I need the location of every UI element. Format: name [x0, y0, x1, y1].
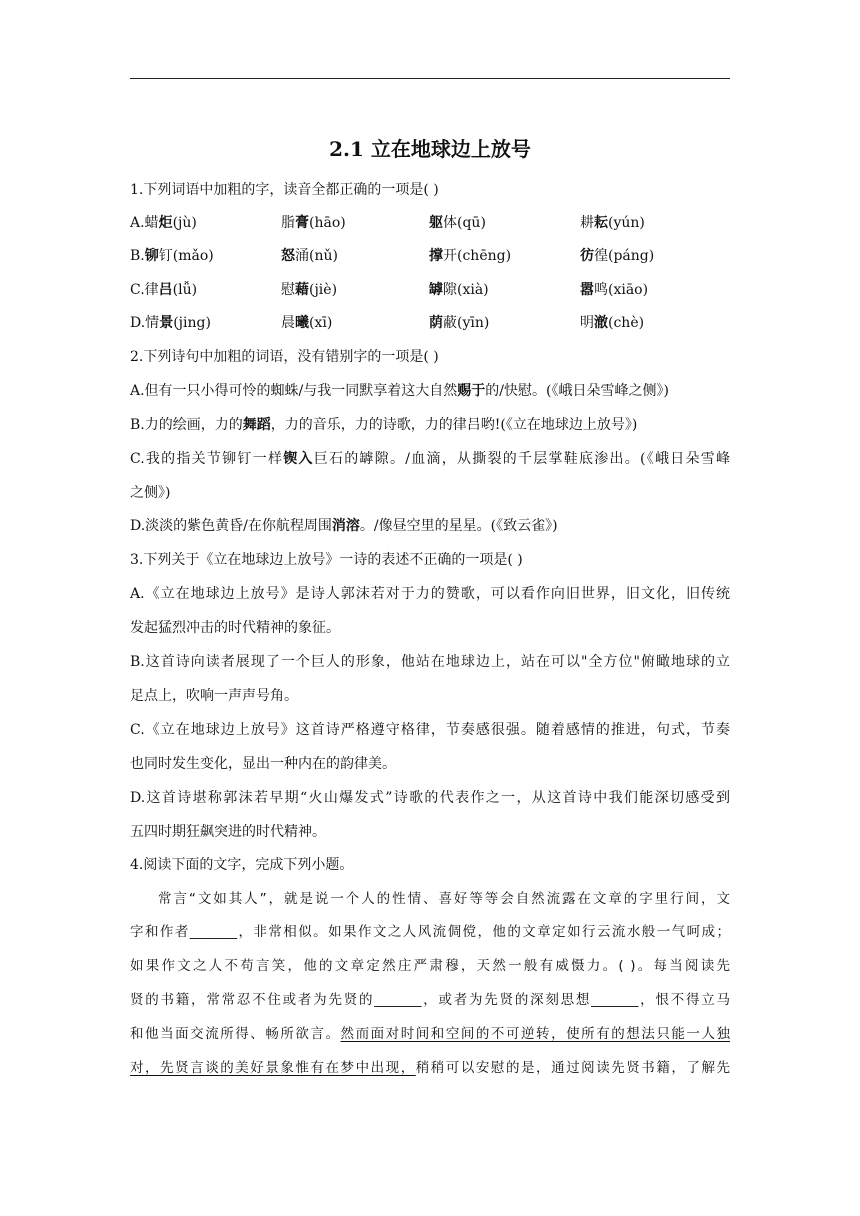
q3-option-a-line1: A.《立在地球边上放号》是诗人郭沫若对于力的赞歌，可以看作向旧世界，旧文化，旧传统	[130, 586, 730, 602]
q1-stem: 1.下列词语中加粗的字，读音全都正确的一项是( )	[130, 182, 439, 198]
q2-option-d: D.淡淡的紫色黄昏/在你航程周围消溶。/像昼空里的星星。(《致云雀》)	[130, 518, 558, 534]
header-rule	[130, 78, 730, 79]
q4-stem: 4.阅读下面的文字，完成下列小题。	[130, 857, 354, 873]
passage-line: 如果作文之人不苟言笑，他的文章定然庄严肃穆，天然一般有威慑力。( )。每当阅读先	[130, 958, 730, 974]
passage-line: 和他当面交流所得、畅所欲言。然而面对时间和空间的不可逆转，使所有的想法只能一人独	[130, 1026, 731, 1042]
q3-option-a-line2: 发起猛烈冲击的时代精神的象征。	[130, 620, 340, 636]
q2-stem: 2.下列诗句中加粗的词语，没有错别字的一项是( )	[130, 349, 439, 365]
q2-option-b: B.力的绘画，力的舞蹈，力的音乐，力的诗歌，力的律吕哟!(《立在地球边上放号》)	[130, 417, 638, 433]
q2-option-a: A.但有一只小得可怜的蜘蛛/与我一同默享着这大自然赐于的/快慰。(《峨日朵雪峰之侧》)	[130, 383, 669, 399]
q2-option-c-line2: 之侧》)	[130, 485, 171, 501]
passage-line: 对，先贤言谈的美好景象惟有在梦中出现，稍稍可以安慰的是，通过阅读先贤书籍，了解先	[130, 1060, 731, 1076]
q3-stem: 3.下列关于《立在地球边上放号》一诗的表述不正确的一项是( )	[130, 552, 523, 568]
q3-option-b-line1: B.这首诗向读者展现了一个巨人的形象，他站在地球边上，站在可以"全方位"俯瞰地球的立	[130, 654, 730, 670]
q3-option-b-line2: 足点上，吹响一声声号角。	[130, 688, 298, 704]
underlined-sentence: 对，先贤言谈的美好景象惟有在梦中出现，	[130, 1060, 416, 1076]
q3-option-c-line2: 也同时发生变化，显出一种内在的韵律美。	[130, 756, 396, 772]
page-title: 2.1 立在地球边上放号	[329, 137, 531, 161]
passage-line: 贤的书籍，常常忍不住或者为先贤的_______，或者为先贤的深刻思想_______，恨不得立马	[130, 992, 730, 1008]
passage-line: 字和作者_______，非常相似。如果作文之人风流倜傥，他的文章定如行云流水般一气呵成；	[130, 924, 730, 940]
q3-option-c-line1: C.《立在地球边上放号》这首诗严格遵守格律，节奏感很强。随着感情的推进，句式，节奏	[130, 722, 730, 738]
q2-option-c-line1: C.我的指关节铆钉一样锲入巨石的罅隙。/血滴，从撕裂的千层掌鞋底渗出。(《峨日朵雪峰	[130, 451, 730, 467]
passage-line: 常言“文如其人”，就是说一个人的性情、喜好等等会自然流露在文章的字里行间，文	[158, 891, 730, 907]
q3-option-d-line2: 五四时期狂飙突进的时代精神。	[130, 824, 326, 840]
q3-option-d-line1: D.这首诗堪称郭沫若早期“火山爆发式”诗歌的代表作之一，从这首诗中我们能深切感受到	[130, 790, 730, 806]
underlined-sentence: 然而面对时间和空间的不可逆转，使所有的想法只能一人独	[340, 1026, 731, 1042]
